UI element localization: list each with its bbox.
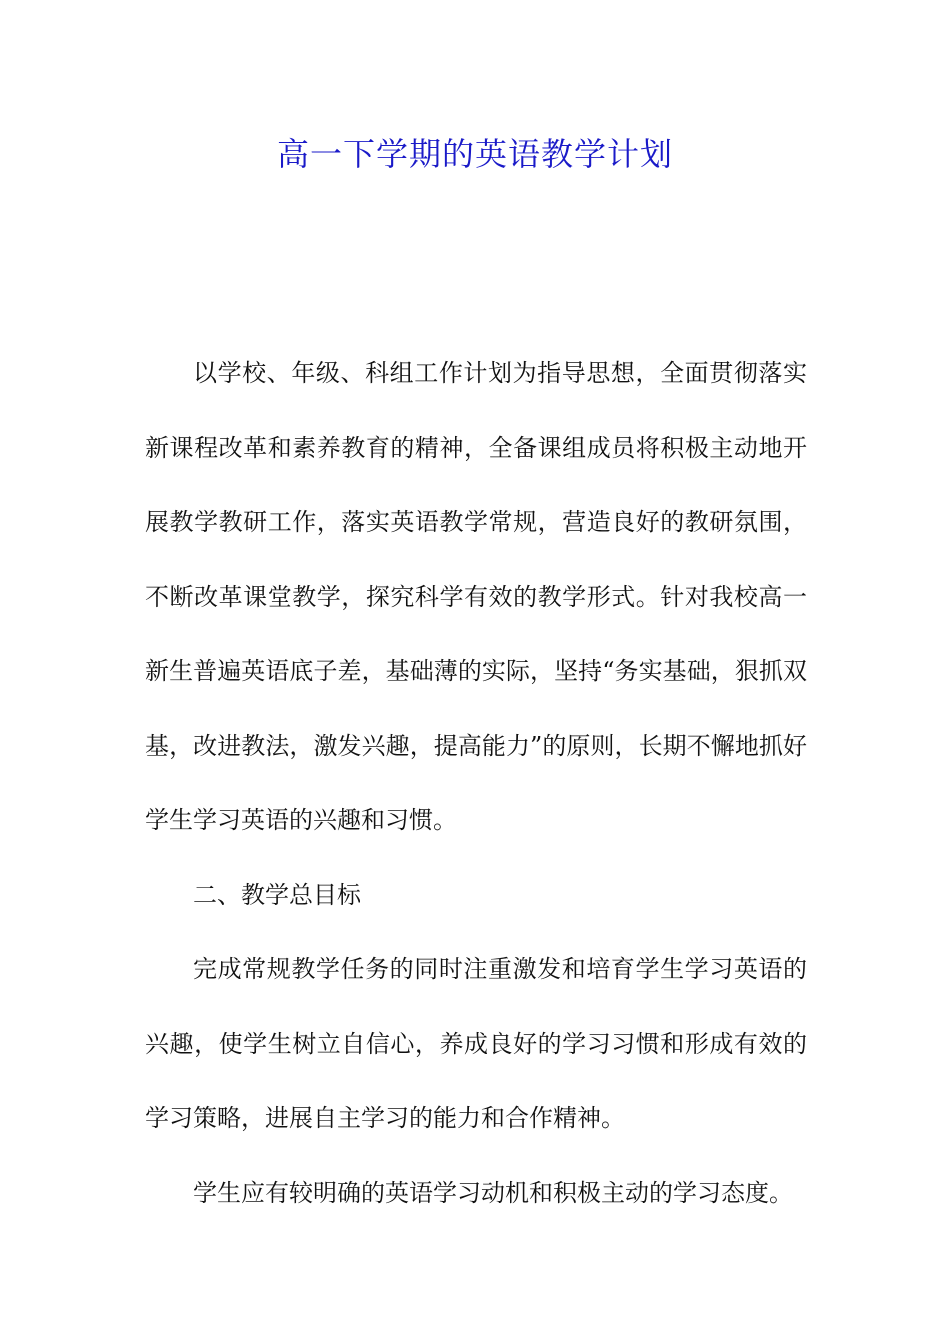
document-body xyxy=(145,336,807,1230)
paragraph-guiding-ideology: 以学校、年级、科组工作计划为指导思想，全面贯彻落实新课程改革和素养教育的精神，全备课组成员将积极主动地开展教学教研工作，落实英语教学常规，营造良好的教研氛围，不断改革课堂教学，探究科学有效的教学形式。针对我校高一新生普遍英语底子差，基础薄的实际，坚持“务实基础，狠抓双基，改进教法，激发兴趣，提高能力”的原则，长期不懈地抓好学生学习英语的兴趣和习惯。 xyxy=(145,359,807,834)
section-heading-teaching-goals: 二、教学总目标 xyxy=(193,880,361,909)
paragraph-teaching-goals: 完成常规教学任务的同时注重激发和培育学生学习英语的兴趣，使学生树立自信心，养成良好的学习习惯和形成有效的学习策略，进展自主学习的能力和合作精神。 xyxy=(145,955,807,1132)
paragraph-learning-attitude: 学生应有较明确的英语学习动机和积极主动的学习态度。 xyxy=(193,1178,793,1207)
document-title: 高一下学期的英语教学计划 xyxy=(276,135,673,173)
